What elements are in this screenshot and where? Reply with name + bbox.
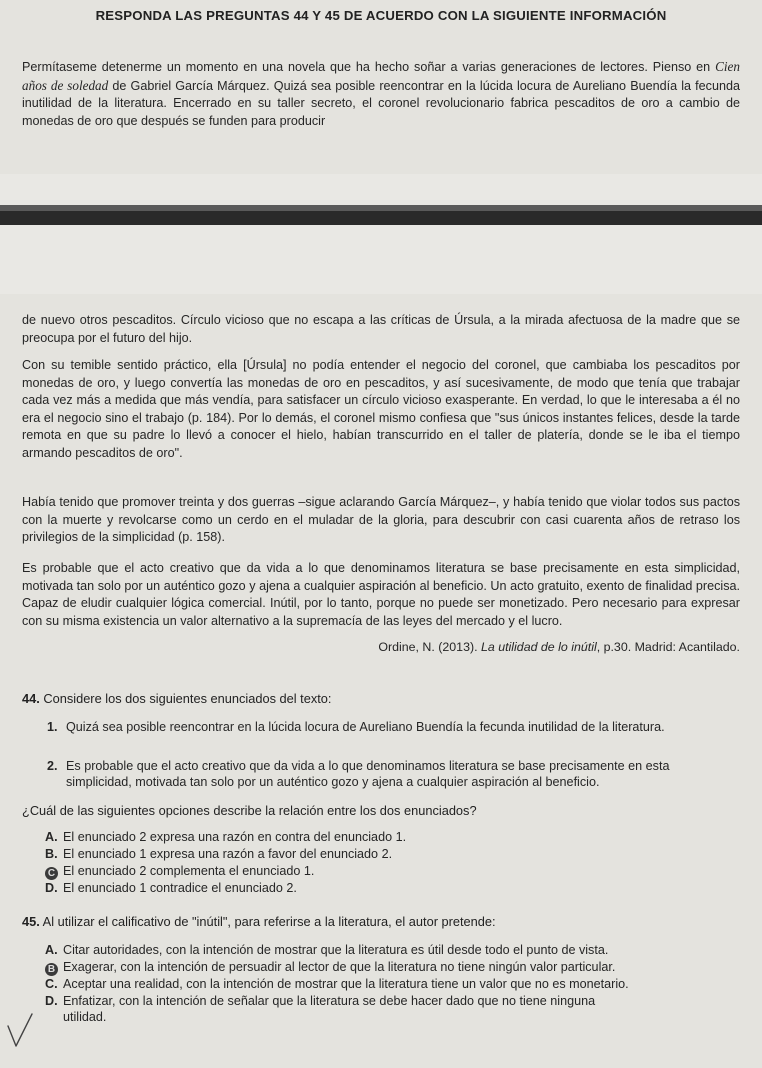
question-44-question: ¿Cuál de las siguientes opciones describe la relación entre los dos enunciados? — [22, 803, 477, 818]
option-letter: D. — [45, 881, 58, 895]
page-fold-gap — [0, 174, 762, 294]
reading-paragraph-4: Había tenido que promover treinta y dos guerras –sigue aclarando García Márquez–, y había tenido que violar todos sus pactos con la muerte y revolcarse como un cerdo en el muladar de la gloria, para descubrir con casi cuarenta años de retraso los privilegios de la simplicidad (p. 158). — [22, 495, 740, 545]
option-letter: A. — [45, 943, 58, 957]
citation — [22, 640, 740, 654]
option-letter: C. — [45, 977, 58, 991]
option-letter: A. — [45, 830, 58, 844]
statement-text: Quizá sea posible reencontrar en la lúcida locura de Aureliano Buendía la fecunda inutilidad de la literatura. — [66, 720, 665, 734]
option-letter: D. — [45, 994, 58, 1008]
statement-text: Es probable que el acto creativo que da vida a lo que denominamos literatura se base precisamente en esta simplicidad, motivada tan solo por un auténtico gozo y ajena a cualquier aspiración al beneficio. — [66, 759, 670, 789]
option-text: El enunciado 1 expresa una razón a favor del enunciado 2. — [63, 847, 393, 861]
statement-2 — [48, 758, 738, 790]
page-fold-band — [0, 211, 762, 225]
handwritten-check-icon — [4, 1012, 36, 1052]
q45-option-d[interactable] — [45, 993, 740, 1025]
novel-title: Cien años de soledad — [22, 59, 740, 93]
marked-answer-bubble: B — [45, 963, 58, 976]
paragraph-text: Permítaseme detenerme un momento en una novela que ha hecho soñar a varias generaciones de lectores. Pienso en — [22, 60, 716, 74]
paragraph-text: de Gabriel García Márquez. Quizá sea posible reencontrar en la lúcida locura de Aureliano Buendía la fecunda inutilidad de la literatura. Encerrado en su taller secreto, el coronel revolucionario fabrica pescaditos de oro a cambio de monedas de oro que después se funden para producir — [22, 78, 740, 128]
option-text: El enunciado 1 contradice el enunciado 2. — [63, 881, 297, 895]
question-number: 45. — [22, 914, 40, 929]
citation-title: La utilidad de lo inútil — [480, 640, 597, 654]
question-prompt-text: Al utilizar el calificativo de "inútil", para referirse a la literatura, el autor pretende: — [42, 914, 496, 929]
option-text: Citar autoridades, con la intención de mostrar que la literatura es útil desde todo el punto de vista. — [63, 943, 609, 957]
reading-paragraph-3: Con su temible sentido práctico, ella [Úrsula] no podía entender el negocio del coronel, que cambiaba los pescaditos por monedas de oro, y luego convertía las monedas de oro en pescaditos, y así sucesivamente, de modo que tenía que trabajar cada vez más a medida que más vendía, para satisfacer un círculo vicioso exasperante. En verdad, lo que le interesaba a él no era el negocio sino el trabajo (p. 184). Por lo demás, el coronel mismo confiesa que "sus únicos instantes felices, desde la tarde remota en que su padre lo llevó a conocer el hielo, habían transcurrido en el taller de platería, donde se le iba el tiempo armando pescaditos de oro". — [22, 358, 740, 460]
option-text-continued: utilidad. — [63, 1010, 107, 1024]
q44-option-a[interactable] — [45, 829, 740, 845]
citation-rest: , p.30. Madrid: Acantilado. — [596, 640, 740, 654]
question-44-prompt — [22, 690, 742, 707]
statement-1 — [48, 719, 738, 735]
reading-paragraph-2: de nuevo otros pescaditos. Círculo vicioso que no escapa a las críticas de Úrsula, a la mirada afectuosa de la madre que se preocupa por el futuro del hijo. — [22, 313, 740, 345]
option-text: Enfatizar, con la intención de señalar que la literatura se debe hacer dado que no tiene ninguna — [63, 994, 596, 1008]
marked-answer-bubble: C — [45, 867, 58, 880]
q44-option-d[interactable] — [45, 880, 740, 896]
q44-option-b[interactable] — [45, 846, 740, 862]
q45-option-b[interactable] — [45, 959, 740, 976]
option-text: El enunciado 2 complementa el enunciado 1. — [63, 864, 315, 878]
reading-paragraph-1 — [22, 58, 740, 130]
statement-number: 1. — [47, 720, 58, 734]
q45-option-c[interactable] — [45, 976, 740, 992]
option-text: El enunciado 2 expresa una razón en contra del enunciado 1. — [63, 830, 407, 844]
question-prompt-text: Considere los dos siguientes enunciados del texto: — [43, 691, 332, 706]
reading-paragraph-5: Es probable que el acto creativo que da vida a lo que denominamos literatura se base precisamente en esta simplicidad, motivada tan solo por un auténtico gozo y ajena a cualquier aspiración al beneficio. Un acto gratuito, exento de finalidad precisa. Capaz de eludir cualquier lógica comercial. Inútil, por lo tanto, porque no puede ser monetizado. Pero necesario para expresar con su misma existencia un valor alternativo a la supremacía de las leyes del mercado y el lucro. — [22, 561, 740, 628]
option-text: Aceptar una realidad, con la intención de mostrar que la literatura tiene un valor que no es monetario. — [63, 977, 629, 991]
question-number: 44. — [22, 691, 40, 706]
q45-option-a[interactable] — [45, 942, 740, 958]
option-letter: B. — [45, 847, 58, 861]
statement-number: 2. — [47, 759, 58, 773]
question-45-prompt — [22, 913, 742, 930]
citation-author: Ordine, N. (2013). — [378, 640, 481, 654]
option-text: Exagerar, con la intención de persuadir al lector de que la literatura no tiene ningún valor particular. — [63, 960, 616, 974]
section-heading: RESPONDA LAS PREGUNTAS 44 Y 45 DE ACUERDO CON LA SIGUIENTE INFORMACIÓN — [95, 8, 667, 23]
q44-option-c[interactable] — [45, 863, 740, 880]
